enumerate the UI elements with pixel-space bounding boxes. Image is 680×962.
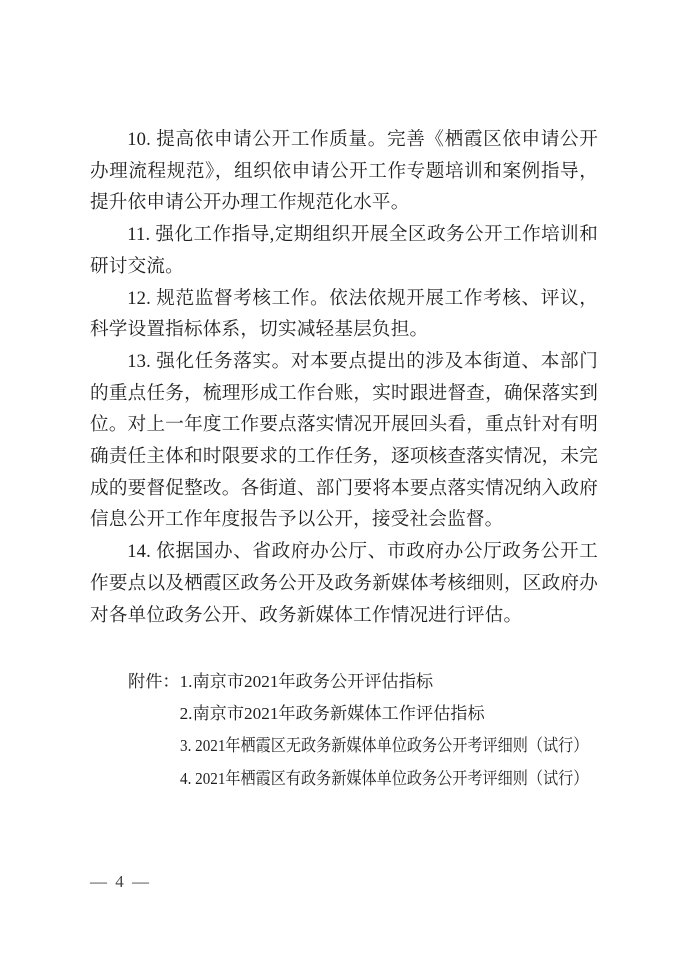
attachment-item: 2.南京市2021年政务新媒体工作评估指标 <box>179 704 485 724</box>
paragraph: 14. 依据国办、省政府办公厅、市政府办公厅政务公开工作要点以及栖霞区政务公开及政务新媒体考核细则，区政府办对各单位政务公开、政务新媒体工作情况进行评估。 <box>90 541 598 626</box>
attachments-label: 附件： <box>128 672 180 691</box>
attachment-item: 4. 2021年栖霞区有政务新媒体单位政务公开考评细则（试行） <box>179 768 588 788</box>
paragraph: 10. 提高依申请公开工作质量。完善《栖霞区依申请公开办理流程规范》，组织依申请公开工作专题培训和案例指导，提升依申请公开办理工作规范化水平。 <box>90 129 598 214</box>
document-body <box>90 124 598 631</box>
paragraph: 12. 规范监督考核工作。依法依规开展工作考核、评议，科学设置指标体系，切实减轻基层负担。 <box>90 287 598 341</box>
attachment-item: 3. 2021年栖霞区无政务新媒体单位政务公开考评细则（试行） <box>179 736 588 756</box>
page-number: — 4 — <box>90 872 151 891</box>
paragraph: 13. 强化任务落实。对本要点提出的涉及本街道、本部门的重点任务，梳理形成工作台账，实时跟进督查，确保落实到位。对上一年度工作要点落实情况开展回头看，重点针对有明确责任主体和时限要求的工作任务，逐项核查落实情况，未完成的要督促整改。各街道、部门要将本要点落实情况纳入政府信息公开工作年度报告予以公开，接受社会监督。 <box>90 350 598 531</box>
attachments-block <box>128 666 644 795</box>
paragraph: 11. 强化工作指导,定期组织开展全区政务公开工作培训和研讨交流。 <box>90 224 598 277</box>
attachments-list <box>180 666 644 795</box>
attachment-item: 1.南京市2021年政务公开评估指标 <box>179 672 434 691</box>
